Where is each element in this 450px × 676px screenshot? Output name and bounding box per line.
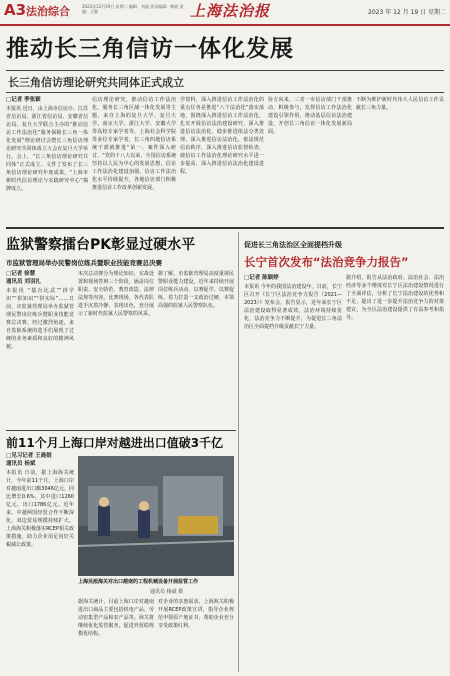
masthead-small-text: 2023年12月19日 星期二 编辑：刘迪 美术编辑：韩晓 责编：王静 [82,4,184,14]
photo-caption: 上海吴淞海关对出口越南的工程机械设备开展监管工作 [78,579,199,585]
lead-title: 推动长三角信访一体化发展 [6,36,294,62]
lead-byline: □记者 季张颖 [6,97,41,103]
port-column-3: 对企业的享惠需求，上海海关积极开展RCEP政策宣讲，指导企业规范申领原产地证书，帮助企业充分享受政策红利。 [158,599,234,629]
masthead [0,0,450,26]
prison-byline: □记者 徐慧 通讯员 刘羽扎 [6,271,41,285]
lead-column-5: 不断为维护新时代伟大人民信访工作贡献长三角力量。 [356,97,444,111]
divider [6,70,444,71]
prison-column-3: 据了解，市监狱管理局高度重视民警职业能力建设，近年来持续开展岗位练兵活动，以赛促学、以赛促练，着力打造一支政治过硬、本领高强的监狱人民警察队伍。 [158,271,234,309]
prison-column-2: 本次总决赛分为理论知识、实战处置和现场答辩三个阶段，涵盖岗位职责、安全防范、教育改造、法律法规等内容。比赛现场，各代表队选手沉着冷静，表现出色，充分展示了新时代监狱人民警察的风采。 [78,271,154,317]
lead-subtitle: 长三角信访理论研究共同体正式成立 [8,76,184,89]
changning-byline: □记者 陈颖婷 [244,275,279,281]
changning-column-1 [244,274,342,670]
port-column-2: 据海关统计，目前上海口岸对越南进出口商品主要包括机电产品、劳动密集型产品和农产品等。海关将继续优化监管服务，促进外贸稳规模优结构。 [78,599,154,637]
prison-subtitle: 市监狱管理局举办民警岗位练兵暨职业技能竞赛总决赛 [6,259,162,267]
changning-title: 长宁首次发布“法治竞争力报告” [244,255,409,269]
port-photo-illustration [78,456,234,576]
changning-text-1: 本报讯 今年的我国法治建设年。日前，长宁区召开《长宁区法治竞争力报告（2021—2023）》发布会。报告显示，近年来长宁区法治建设取得显著成效，法治环境持续优化，法治竞争力不断提升，为促进长三角法治区全面提档升级贡献长宁力量。 [244,284,342,330]
lead-column-2: 信访理论研究，推动信访工作法治化，服务长三角区域一体化发展等主题，来自上海的复旦大学、复旦大学、南京大学、浙江大学、安徽大学等高校专家学者等，上海社会科学院等多位专家学者，长三角四地信访系统干部就推进“第一、案件深入研讨。“党的十八大以来，全国信访系统坚持以人民为中心的发展思想，信访工作法治化建设加强，信访工作法治化水平持续提升，各地信访部门积极推进信访工作改革创新发展。 [92,97,176,191]
column-rule [238,232,239,672]
prison-title: 监狱警察擂台PK彰显过硬水平 [6,237,196,253]
prison-text-1: 本报讯 “擂台比武”“拼学识”“拼知识”“拼实际”……日前，市监狱管理局举办监狱管理民警岗位练兵暨职业技能竞赛总决赛。经过激烈角逐，来自监狱系统的选手们展现了过硬的业务素质和良好的精神风貌。 [6,288,74,350]
issue-date: 2023 年 12 月 19 日 星期二 [368,9,446,16]
changning-kicker: 促进长三角法治区全面提档升级 [244,241,342,249]
port-text-1: 本报讯 日前，据上海海关统计，今年前11个月，上海口岸对越南进出口额3046亿元，同比增长0.6%，其中进口1260亿元，出口1786亿元。近年来，中越两国经贸合作不断深化，双边贸易规模持续扩大。上海海关积极落实RCEP相关政策措施，助力企业用足用好关税减让政策。 [6,470,74,548]
changning-column-2: 据介绍，报告从法治政府、法治社会、法治经济等多个维度对长宁区法治建设情况进行了全面评估，分析了长宁法治建设的优势和不足，提出了进一步提升法治竞争力的对策建议，为全区法治建设提供了有益参考和指导。 [346,275,444,321]
prison-column-1 [6,270,74,428]
news-photo [78,456,234,576]
section-name: 法治综合 [26,5,70,18]
lead-text-1: 本报讯 近日，由上海市信访办、江苏省信访局、浙江省信访局、安徽省信访局、复旦大学联合主办的“推动信访工作法治化”服务保障长三角一体化发展”理论研讨会暨长三角信访理论研究共同体成立大会在复旦大学举行。会上，“长三角信访理论研究共同体”正式成立。文件丁发布了长三角信访理论研究年度成果，“上海市新时代信访理论与实践研究中心”揭牌成立。 [6,106,88,192]
port-byline: □见习记者 王晨娟 通讯员 杨斌 [6,453,52,467]
lead-column-4: 协方向来，三省一市信访部门干部推动，积极参与，发挥信访工作法治化建设引领作用，推动基层信访法治建设，开创长三角信访一体化发展新局面。 [268,97,352,135]
port-column-1 [6,452,74,670]
newspaper-logo: 上海法治报 [190,2,271,20]
section-divider [6,227,444,229]
divider [6,430,236,431]
divider [6,92,444,93]
lead-column-3: 学资料，深入推进信访工作法治化的重点任务是推进“八个法治化”落实落地，围绕深入推进信访工作法治化，扎实开展信访法治建设研究，深入推进信访法治化，稳步推进依法分类处理，深入推进信访法治化，依法规范信访秩序，深入推进信访监督检查，使信访工作法治化理论研究水平进一步提高，深入推进信访法治化建设进程。 [180,97,264,175]
photo-credit: 通讯员 杨斌 摄 [150,589,184,595]
page-number: A3 [4,1,27,19]
lead-column-1 [6,96,88,224]
port-title: 前11个月上海口岸对越进出口值破3千亿 [6,436,224,450]
